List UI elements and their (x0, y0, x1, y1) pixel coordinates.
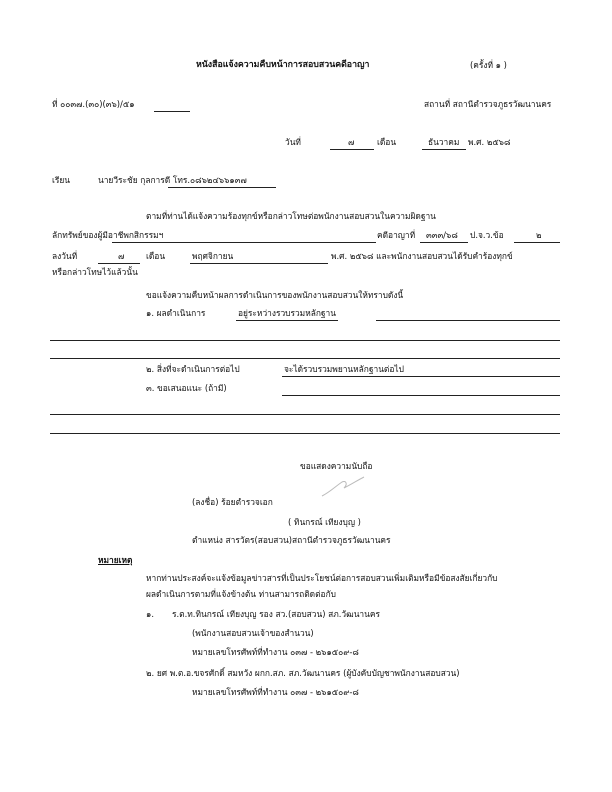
item1-line-right (376, 320, 560, 321)
blank-line-4 (50, 433, 560, 434)
date-month-underline (422, 149, 466, 150)
item3-underline (282, 395, 560, 396)
item2-label: ๒. สิ่งที่จะดำเนินการต่อไป (146, 364, 240, 374)
contact2-name: ๒. ยศ พ.ต.อ.ขจรศักดิ์ สมหวัง ผกก.สภ. สภ.วัฒนานคร (ผู้บังคับบัญชาพนักงานสอบสวน) (146, 668, 460, 678)
case-date-month-label: เดือน (146, 251, 166, 261)
law-underline (514, 242, 560, 243)
date-month-value: ธันวาคม (428, 137, 460, 147)
date-month-label: เดือน (377, 137, 397, 147)
blank-line-3 (50, 414, 560, 415)
item1-underline (236, 320, 338, 321)
item2-underline (282, 376, 560, 377)
date-day-value: ๗ (348, 137, 355, 147)
case-date-day: ๗ (118, 251, 125, 261)
contact1-number: ๑. (146, 609, 154, 619)
date-day-underline (330, 149, 374, 150)
to-underline (168, 187, 276, 188)
contact1-role: (พนักงานสอบสวนเจ้าของสำนวน) (192, 628, 314, 638)
item1-label: ๑. ผลดำเนินการ (146, 308, 206, 318)
offense-underline (112, 242, 376, 243)
para2-intro: ขอแจ้งความคืบหน้าผลการดำเนินการของพนักงานสอบสวนให้ทราบดังนี้ (146, 290, 404, 300)
note-line1: หากท่านประสงค์จะแจ้งข้อมูลข่าวสารที่เป็นประโยชน์ต่อการสอบสวนเพิ่มเติมหรือมีข้อสงสัยเกี่ยวกับ (146, 573, 498, 583)
closing-text: ขอแสดงความนับถือ (300, 461, 373, 471)
case-number: ๓๓๓/๖๘ (426, 230, 458, 240)
ref-underline (154, 111, 190, 112)
round-number: (ครั้งที่ ๑ ) (470, 60, 507, 70)
case-date-year: พ.ศ. ๒๕๖๘ และพนักงานสอบสวนได้รับคำร้องทุกข์ (331, 251, 513, 261)
case-date-day-underline (98, 263, 140, 264)
sign-label: (ลงชื่อ) ร้อยตำรวจเอก (192, 497, 273, 507)
case-underline (420, 242, 468, 243)
case-date-month-underline (190, 263, 328, 264)
to-label: เรียน (52, 175, 70, 185)
item1-value: อยู่ระหว่างรวบรวมหลักฐาน (238, 308, 336, 318)
signer-position: ตำแหน่ง สารวัตร(สอบสวน)สถานีตำรวจภูธรวัฒนานคร (192, 535, 391, 545)
law-label: ป.จ.ว.ข้อ (470, 230, 504, 240)
case-date-prefix: ลงวันที่ (52, 251, 78, 261)
para1-line4: หรือกล่าวโทษไว้แล้วนั้น (52, 267, 138, 277)
contact1-phone: หมายเลขโทรศัพท์ที่ทำงาน ๐๓๗ - ๒๖๑๕๐๙-๘ (192, 647, 359, 657)
date-day-label: วันที่ (285, 137, 301, 147)
signer-name: ( ทินกรณ์ เทียงบุญ ) (288, 517, 361, 527)
blank-line-2 (50, 358, 560, 359)
item3-label: ๓. ขอเสนอแนะ (ถ้ามี) (146, 383, 227, 393)
para1-line1: ตามที่ท่านได้แจ้งความร้องทุกข์หรือกล่าวโทษต่อพนักงานสอบสวนในความผิดฐาน (146, 211, 436, 221)
note-heading: หมายเหตุ (98, 555, 133, 565)
document-title: หนังสือแจ้งความคืบหน้าการสอบสวนคดีอาญา (196, 60, 370, 70)
contact2-phone: หมายเลขโทรศัพท์ที่ทำงาน ๐๓๗ - ๒๖๑๕๐๙-๘ (192, 687, 359, 697)
signature-scribble (318, 474, 368, 500)
case-label: คดีอาญาที่ (377, 230, 416, 240)
station-name: สถานที่ สถานีตำรวจภูธรวัฒนานคร (424, 99, 552, 109)
contact1-name: ร.ต.ท.ทินกรณ์ เทียงบุญ รอง สว.(สอบสวน) สภ.วัฒนานคร (172, 609, 380, 619)
law-number: ๒ (536, 230, 542, 240)
date-year: พ.ศ. ๒๕๖๘ (468, 137, 511, 147)
offense-text: ลักทรัพย์ของผู้มีอาชีพกสิกรรมฯ (52, 230, 164, 240)
item2-value: จะได้รวบรวมพยานหลักฐานต่อไป (284, 364, 404, 374)
note-line2: ผลดำเนินการตามที่แจ้งข้างต้น ท่านสามารถติดต่อกับ (146, 589, 336, 599)
case-date-month: พฤศจิกายน (192, 251, 234, 261)
to-name: นายวีระชัย กุลการดี โทร.๐๘๖๒๔๖๖๑๓๗ (98, 175, 247, 185)
reference-number: ที่ ๐๐๓๗.(๓๐)(๓๖)/๕๑ (52, 99, 135, 109)
blank-line-1 (50, 340, 560, 341)
